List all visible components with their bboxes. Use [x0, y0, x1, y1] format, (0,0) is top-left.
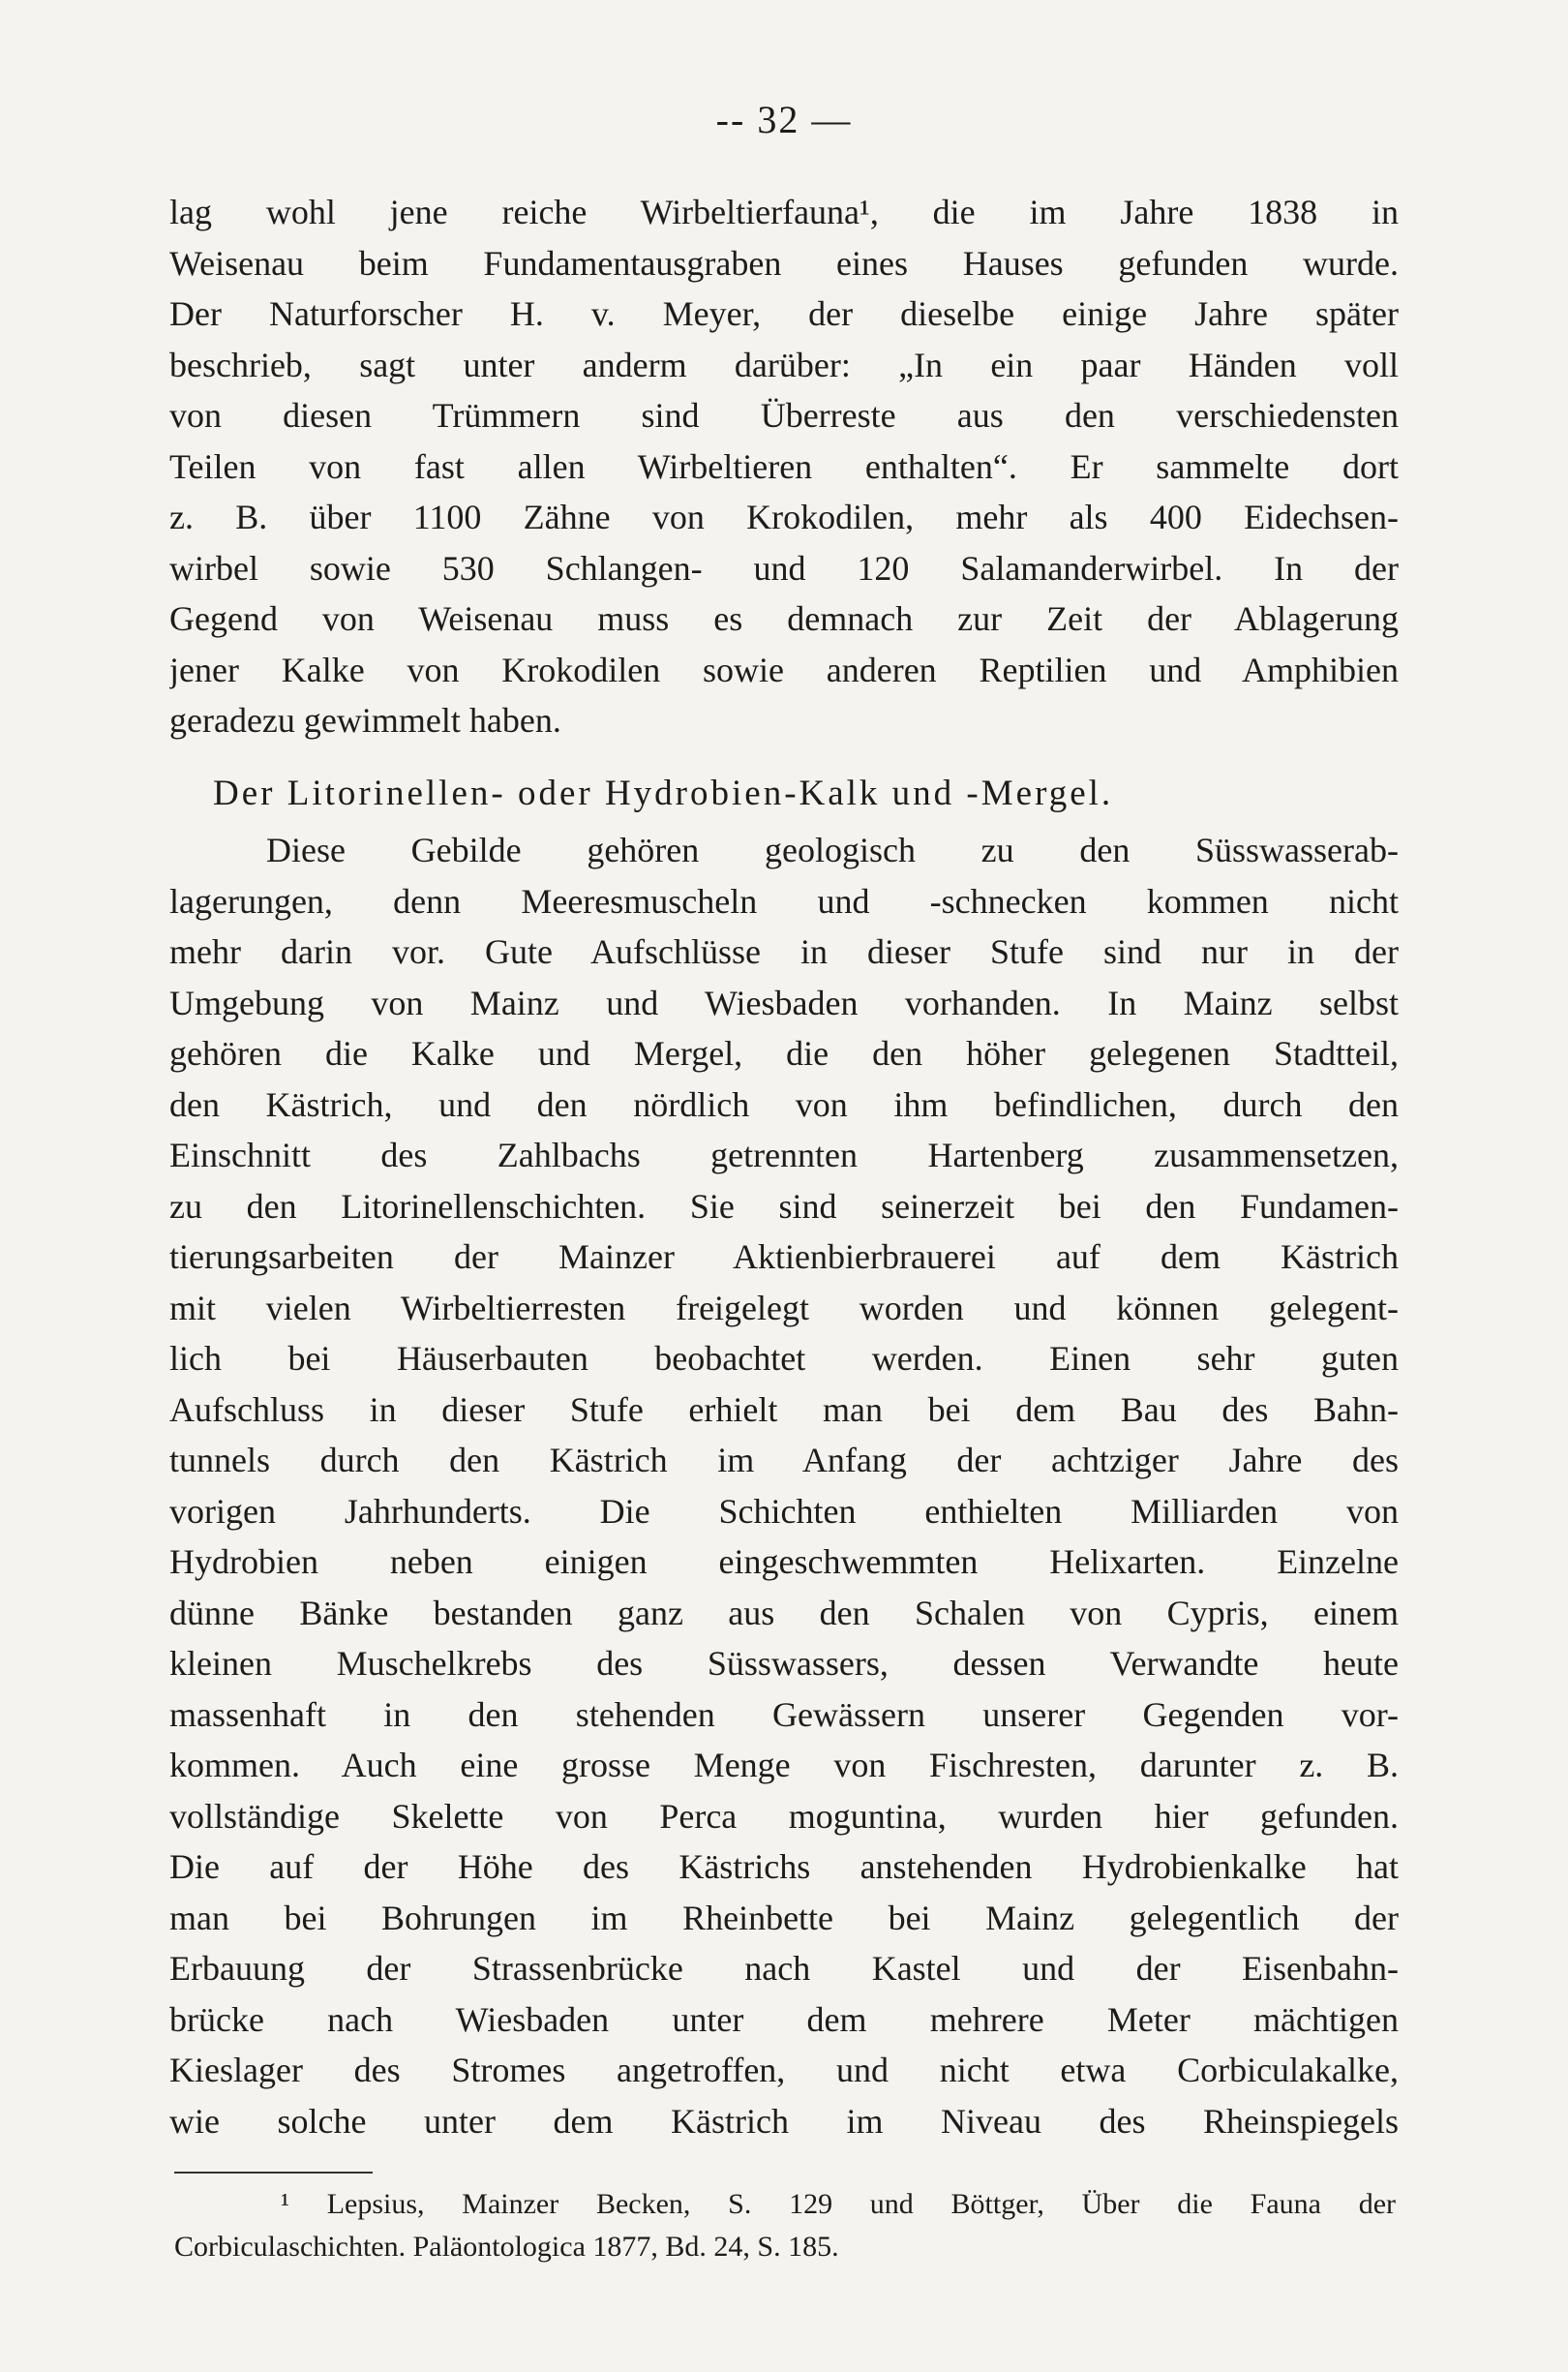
text-line: gehören die Kalke und Mergel, die den höher gelegenen Stadtteil,: [169, 1034, 1399, 1073]
footnote-line: ¹ Lepsius, Mainzer Becken, S. 129 und Böttger, Über die Fauna der: [281, 2188, 1396, 2220]
text-line: den Kästrich, und den nördlich von ihm befindlichen, durch den: [169, 1084, 1399, 1124]
text-line: mit vielen Wirbeltierresten freigelegt worden und können gelegent-: [169, 1288, 1399, 1327]
text-line: geradezu gewimmelt haben.: [169, 701, 561, 740]
text-line: wie solche unter dem Kästrich im Niveau des Rheinspiegels: [169, 2101, 1399, 2141]
footnote: [174, 2183, 1396, 2268]
footnote-line: Corbiculaschichten. Paläontologica 1877, Bd. 24, S. 185.: [174, 2231, 839, 2263]
text-line: mehr darin vor. Gute Aufschlüsse in dieser Stufe sind nur in der: [169, 932, 1399, 971]
text-line: vollständige Skelette von Perca moguntina, wurden hier gefunden.: [169, 1796, 1399, 1836]
body-text: [169, 187, 1399, 2146]
text-line: Kieslager des Stromes angetroffen, und nicht etwa Corbiculakalke,: [169, 2051, 1399, 2089]
text-line: Die auf der Höhe des Kästrichs anstehenden Hydrobienkalke hat: [169, 1847, 1399, 1886]
text-line: Umgebung von Mainz und Wiesbaden vorhanden. In Mainz selbst: [169, 983, 1399, 1022]
text-line: zu den Litorinellenschichten. Sie sind seinerzeit bei den Fundamen-: [169, 1186, 1399, 1226]
text-line: kommen. Auch eine grosse Menge von Fischresten, darunter z. B.: [169, 1746, 1399, 1784]
text-line: wirbel sowie 530 Schlangen- und 120 Salamanderwirbel. In der: [169, 548, 1399, 588]
text-line: beschrieb, sagt unter anderm darüber: „In ein paar Händen voll: [169, 345, 1399, 384]
section-heading: Der Litorinellen- oder Hydrobien-Kalk und -Mergel.: [213, 773, 1114, 813]
text-line: tierungsarbeiten der Mainzer Aktienbierbrauerei auf dem Kästrich: [169, 1237, 1399, 1276]
text-line: tunnels durch den Kästrich im Anfang der achtziger Jahre des: [169, 1441, 1399, 1479]
text-line: Aufschluss in dieser Stufe erhielt man bei dem Bau des Bahn-: [169, 1389, 1399, 1429]
text-line: brücke nach Wiesbaden unter dem mehrere Meter mächtigen: [169, 1999, 1399, 2039]
text-line: lag wohl jene reiche Wirbeltierfauna¹, die im Jahre 1838 in: [169, 193, 1399, 231]
text-line: Hydrobien neben einigen eingeschwemmten Helixarten. Einzelne: [169, 1542, 1399, 1581]
text-line: Erbauung der Strassenbrücke nach Kastel und der Eisenbahn-: [169, 1949, 1399, 1988]
text-line: vorigen Jahrhunderts. Die Schichten enthielten Milliarden von: [169, 1491, 1399, 1531]
text-line: Gegend von Weisenau muss es demnach zur Zeit der Ablagerung: [169, 599, 1399, 638]
text-line: lagerungen, denn Meeresmuscheln und -schnecken kommen nicht: [169, 881, 1399, 921]
text-line: Der Naturforscher H. v. Meyer, der dieselbe einige Jahre später: [169, 294, 1399, 333]
text-line: lich bei Häuserbauten beobachtet werden. Einen sehr guten: [169, 1339, 1399, 1378]
text-line: Teilen von fast allen Wirbeltieren enthalten“. Er sammelte dort: [169, 446, 1399, 486]
text-line: massenhaft in den stehenden Gewässern unserer Gegenden vor-: [169, 1694, 1399, 1734]
text-line: Einschnitt des Zahlbachs getrennten Hartenberg zusammensetzen,: [169, 1136, 1399, 1174]
text-line: Diese Gebilde gehören geologisch zu den Süsswasserab-: [266, 831, 1399, 869]
text-line: man bei Bohrungen im Rheinbette bei Mainz gelegentlich der: [169, 1898, 1399, 1937]
text-line: jener Kalke von Krokodilen sowie anderen Reptilien und Amphibien: [169, 650, 1399, 689]
text-line: von diesen Trümmern sind Überreste aus den verschiedensten: [169, 396, 1399, 435]
page-number: -- 32 —: [715, 98, 853, 141]
text-line: dünne Bänke bestanden ganz aus den Schalen von Cypris, einem: [169, 1593, 1399, 1632]
text-line: kleinen Muschelkrebs des Süsswassers, dessen Verwandte heute: [169, 1644, 1399, 1683]
footnote-divider: [174, 2172, 373, 2174]
text-line: z. B. über 1100 Zähne von Krokodilen, mehr als 400 Eidechsen-: [169, 498, 1399, 536]
text-line: Weisenau beim Fundamentausgraben eines Hauses gefunden wurde.: [169, 243, 1399, 283]
